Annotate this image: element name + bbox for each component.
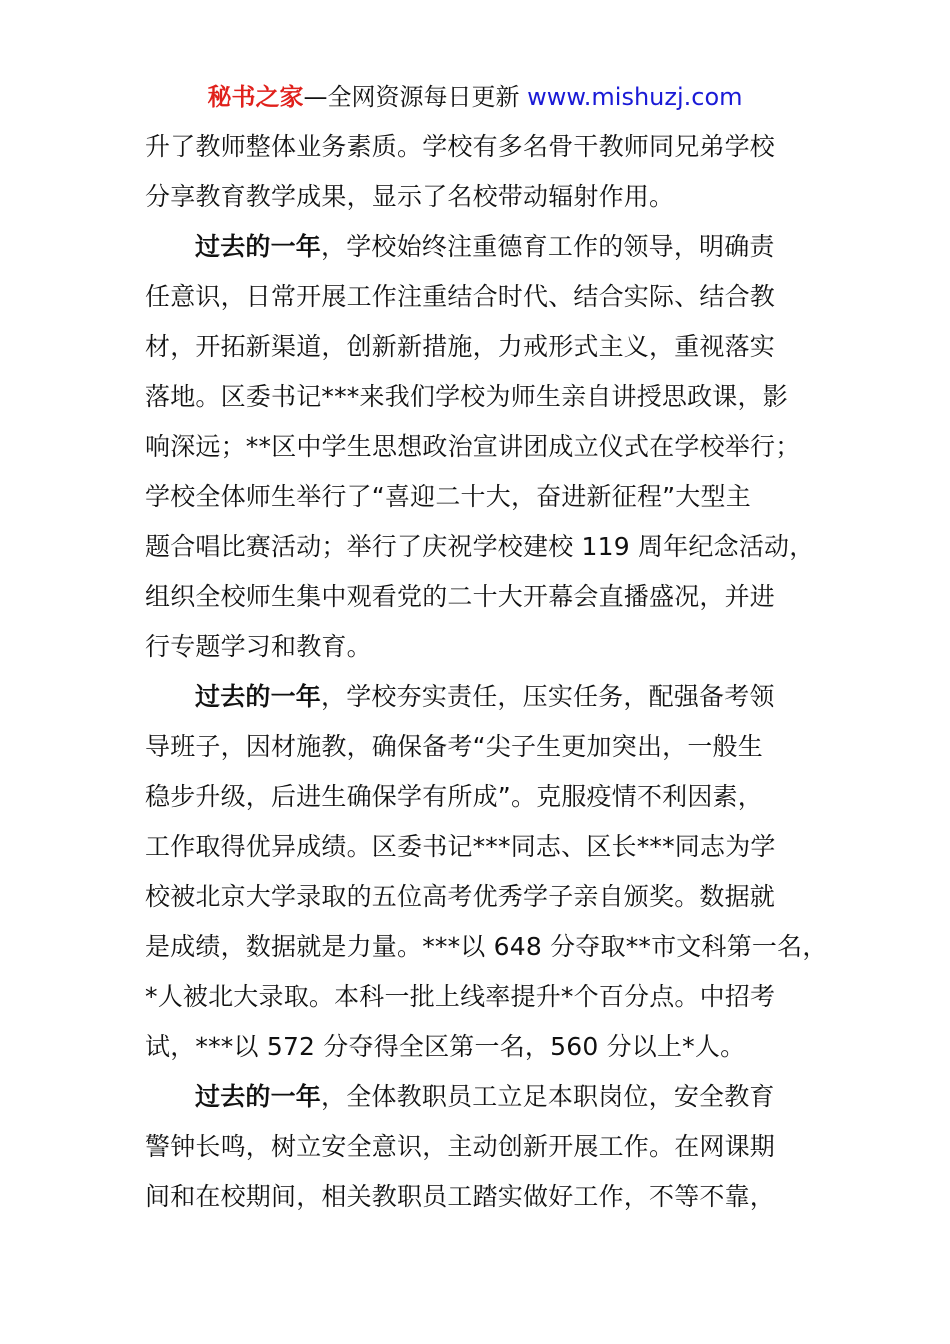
line-text: 警钟长鸣，树立安全意识，主动创新开展工作。在网课期 [145, 1132, 776, 1161]
line-text: *人被北大录取。本科一批上线率提升*个百分点。中招考 [145, 982, 776, 1011]
paragraph-lead: 过去的一年 [195, 232, 322, 261]
document-body [145, 122, 828, 1222]
line-text: 学校全体师生举行了“喜迎二十大，奋进新征程”大型主 [145, 482, 751, 511]
line-text: 落地。区委书记***来我们学校为师生亲自讲授思政课，影 [145, 382, 788, 411]
line-text: 稳步升级，后进生确保学有所成”。克服疫情不利因素， [145, 782, 763, 811]
text-line [145, 772, 825, 822]
text-line [145, 972, 825, 1022]
line-text: ，学校夯实责任，压实任务，配强备考领 [321, 682, 775, 711]
text-line [145, 1172, 825, 1222]
line-text: 任意识，日常开展工作注重结合时代、结合实际、结合教 [145, 282, 776, 311]
text-line [145, 872, 825, 922]
page-header [0, 80, 950, 114]
text-line [145, 1022, 825, 1072]
line-text: 材，开拓新渠道，创新新措施，力戒形式主义，重视落实 [145, 332, 776, 361]
line-text: 工作取得优异成绩。区委书记***同志、区长***同志为学 [145, 832, 776, 861]
text-line [145, 572, 825, 622]
text-line [145, 722, 825, 772]
text-line [145, 622, 825, 672]
line-text: 导班子，因材施教，确保备考“尖子生更加突出，一般生 [145, 732, 763, 761]
line-text: 间和在校期间，相关教职员工踏实做好工作，不等不靠， [145, 1182, 776, 1211]
line-text: 分享教育教学成果，显示了名校带动辐射作用。 [145, 182, 675, 211]
paragraph-lead: 过去的一年 [195, 1082, 322, 1111]
line-text: 是成绩，数据就是力量。***以 648 分夺取**市文科第一名， [145, 932, 828, 961]
text-line [145, 522, 825, 572]
line-text: 组织全校师生集中观看党的二十大开幕会直播盛况，并进 [145, 582, 776, 611]
paragraph-first-line [145, 672, 825, 722]
line-text: 题合唱比赛活动；举行了庆祝学校建校 119 周年纪念活动， [145, 532, 815, 561]
paragraph-first-line [145, 222, 825, 272]
text-line [145, 922, 828, 972]
paragraph-first-line [145, 1072, 825, 1122]
text-line [145, 1122, 825, 1172]
header-tagline: —全网资源每日更新 [303, 83, 528, 111]
text-line [145, 122, 825, 172]
line-text: 升了教师整体业务素质。学校有多名骨干教师同兄弟学校 [145, 132, 776, 161]
text-line [145, 272, 825, 322]
line-text: ，学校始终注重德育工作的领导，明确责 [321, 232, 775, 261]
line-text: 试，***以 572 分夺得全区第一名，560 分以上*人。 [145, 1032, 746, 1061]
text-line [145, 422, 825, 472]
line-text: ，全体教职员工立足本职岗位，安全教育 [321, 1082, 775, 1111]
text-line [145, 822, 825, 872]
site-url-link[interactable]: www.mishuzj.com [527, 83, 743, 111]
text-line [145, 372, 825, 422]
line-text: 校被北京大学录取的五位高考优秀学子亲自颁奖。数据就 [145, 882, 776, 911]
brand-name: 秘书之家 [207, 83, 304, 111]
paragraph-lead: 过去的一年 [195, 682, 322, 711]
text-line [145, 472, 825, 522]
line-text: 响深远；**区中学生思想政治宣讲团成立仪式在学校举行； [145, 432, 801, 461]
text-line [145, 322, 825, 372]
text-line [145, 172, 825, 222]
line-text: 行专题学习和教育。 [145, 632, 372, 661]
